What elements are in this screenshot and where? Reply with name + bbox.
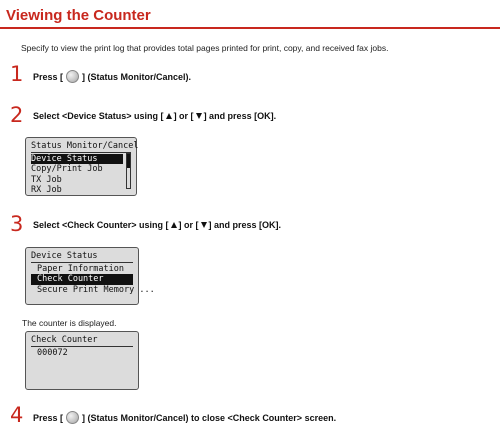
- counter-value: 000072: [37, 347, 68, 358]
- lcd-header: Check Counter: [31, 335, 98, 345]
- step-text-after: ] (Status Monitor/Cancel).: [82, 71, 192, 82]
- lcd-header: Device Status: [31, 251, 98, 261]
- lcd-menu-item-selected: Check Counter: [31, 274, 133, 285]
- lcd-menu-item-selected: Device Status: [31, 154, 123, 165]
- lcd-screen-check-counter: [25, 331, 139, 390]
- lcd-menu-item: RX Job: [31, 185, 62, 195]
- step-text-mid: ] or [: [178, 220, 199, 230]
- step-number: 4: [10, 403, 24, 427]
- step-text-after: ] (Status Monitor/Cancel) to close <Check Counter> screen.: [82, 412, 337, 423]
- step-text: [33, 220, 281, 230]
- down-arrow-icon: [196, 113, 202, 119]
- lcd-screen-status-monitor: [25, 137, 137, 196]
- title-divider: [0, 27, 500, 29]
- step-text-before: Select <Check Counter> using [: [33, 220, 169, 230]
- step-number: 2: [10, 103, 24, 127]
- lcd-menu-item: Secure Print Memory ...: [37, 284, 155, 295]
- intro-text: Specify to view the print log that provides total pages printed for print, copy, and received fax jobs.: [21, 43, 389, 53]
- up-arrow-icon: [171, 222, 177, 228]
- lcd-menu-item: Copy/Print Job: [31, 164, 103, 174]
- step-text-after: ] and press [OK].: [208, 220, 282, 230]
- step-number: 3: [10, 212, 24, 236]
- lcd-menu-item: TX Job: [31, 174, 62, 185]
- lcd-scrollbar: [126, 153, 131, 189]
- counter-displayed-note: The counter is displayed.: [22, 318, 117, 328]
- status-monitor-button-icon: [66, 411, 79, 424]
- lcd-scroll-thumb: [127, 154, 130, 168]
- lcd-divider: [31, 346, 133, 347]
- lcd-header: Status Monitor/Cancel: [31, 141, 139, 151]
- lcd-divider: [31, 262, 133, 263]
- lcd-divider: [31, 152, 131, 153]
- step-text-mid: ] or [: [173, 111, 194, 121]
- lcd-screen-device-status: [25, 247, 155, 305]
- step-text-before: Press [: [33, 412, 64, 423]
- step-text: [33, 411, 336, 424]
- down-arrow-icon: [201, 222, 207, 228]
- step-text: [33, 111, 276, 121]
- lcd-menu-item: Paper Information: [37, 263, 124, 274]
- step-text-before: Press [: [33, 71, 64, 82]
- up-arrow-icon: [166, 113, 172, 119]
- step-text: [33, 70, 191, 83]
- step-text-before: Select <Device Status> using [: [33, 111, 164, 121]
- status-monitor-button-icon: [66, 70, 79, 83]
- step-number: 1: [10, 62, 24, 86]
- step-text-after: ] and press [OK].: [203, 111, 277, 121]
- page-title: Viewing the Counter: [6, 7, 151, 24]
